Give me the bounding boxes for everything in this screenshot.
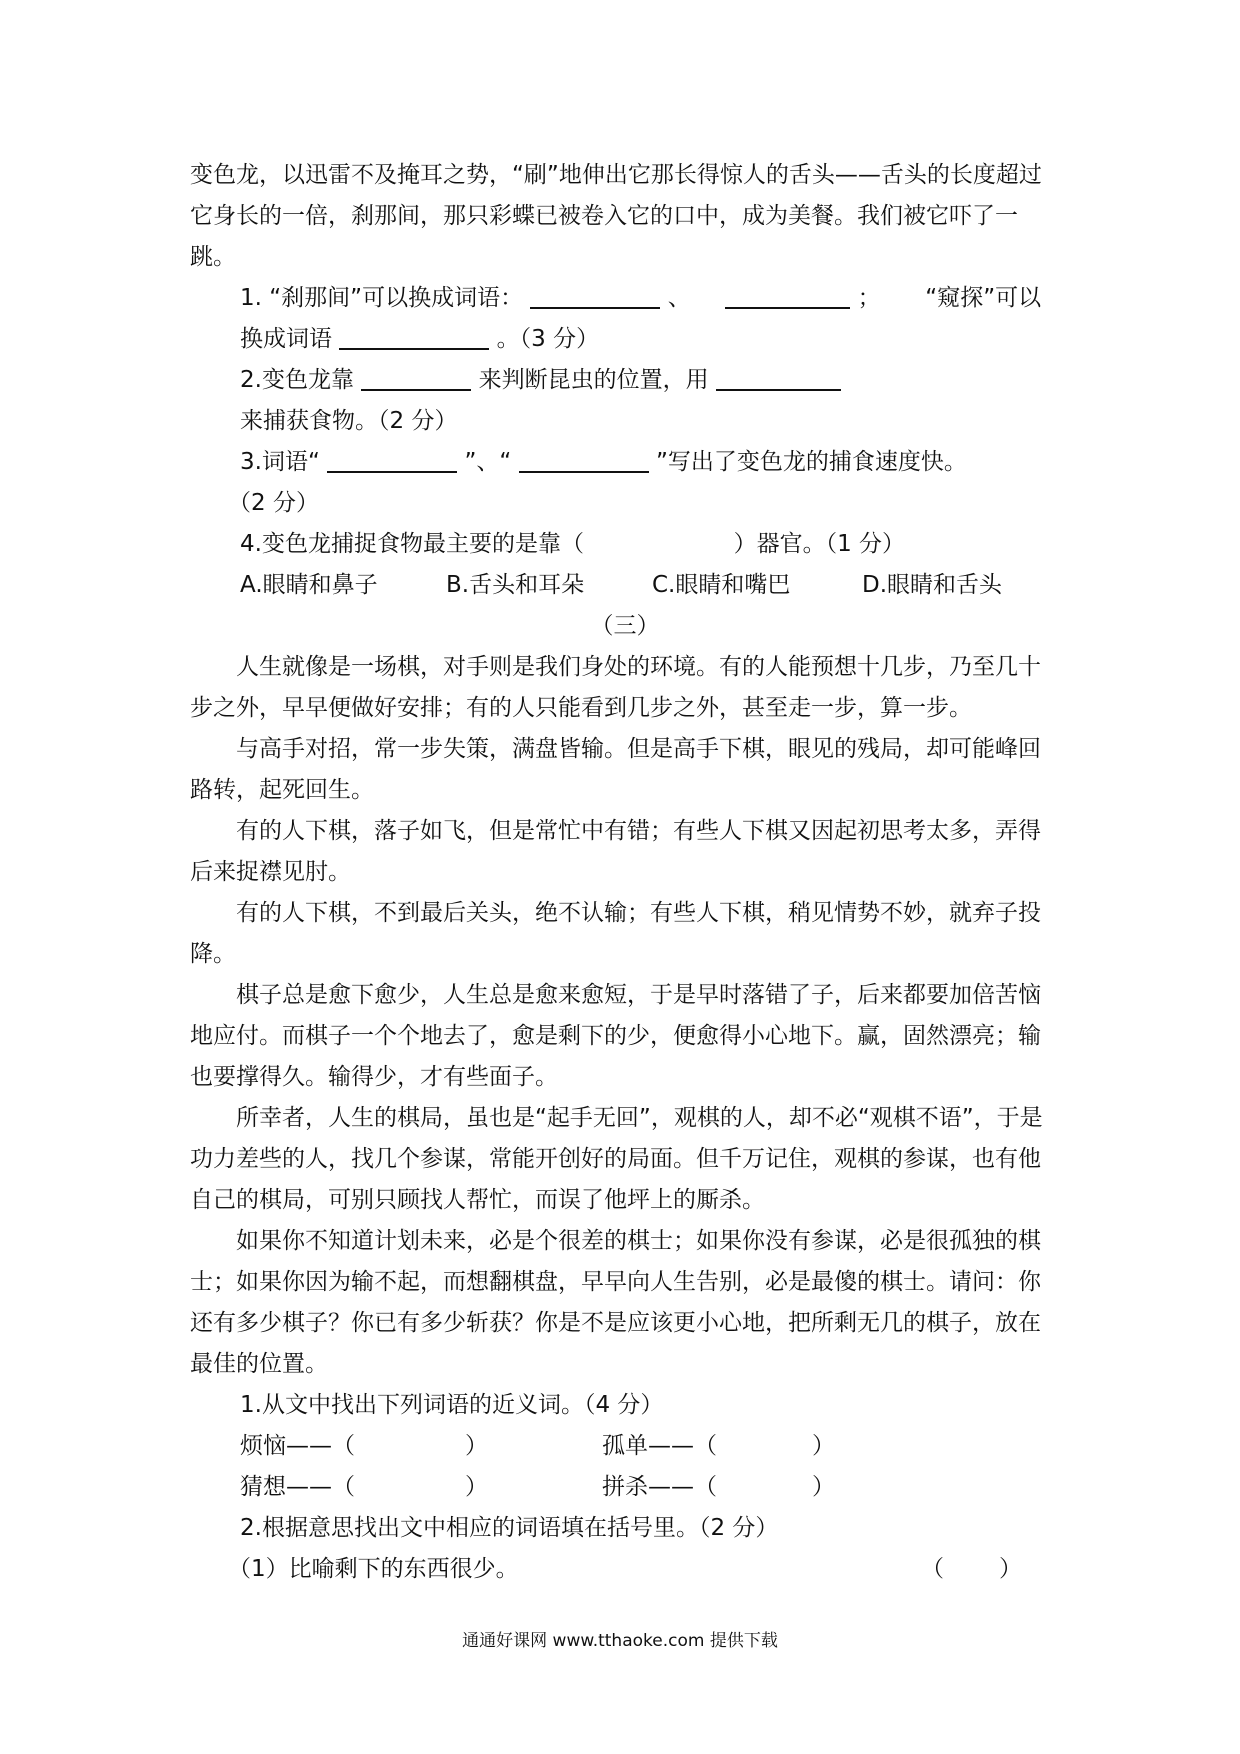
question-text: 4.变色龙捕捉食物最主要的是靠（ (240, 531, 584, 557)
synonym-item (240, 1467, 602, 1508)
separator: 、 (667, 285, 691, 311)
page-footer: 通通好课网 www.tthaoke.com 提供下载 (462, 1631, 778, 1651)
paren-close: ） (465, 1474, 488, 1500)
question-4 (190, 524, 1060, 565)
answer-paren[interactable] (921, 1549, 1022, 1590)
answer-blank[interactable] (519, 445, 649, 473)
question-text: ）器官。（1 分） (733, 531, 906, 557)
choice-c[interactable]: C.眼睛和嘴巴 (652, 572, 791, 598)
question-1-synonym (190, 278, 1060, 360)
synonym-row (190, 1467, 1060, 1508)
synonym-item (602, 1426, 964, 1467)
content-area (190, 155, 1060, 1590)
paren-close: ） (999, 1556, 1022, 1582)
passage-paragraph: 如果你不知道计划未来，必是个很差的棋士；如果你没有参谋，必是很孤独的棋士；如果你因为输不起，而想翻棋盘，早早向人生告别，必是最傻的棋士。请问：你还有多少棋子？你已有多少斩获？你是不是应该更小心地，把所剩无几的棋子，放在最佳的位置。 (190, 1228, 1041, 1377)
passage-paragraph: 人生就像是一场棋，对手则是我们身处的环境。有的人能预想十几步，乃至几十步之外，早早便做好安排；有的人只能看到几步之外，甚至走一步，算一步。 (190, 654, 1041, 721)
synonym-word: 孤单——（ (602, 1433, 717, 1459)
passage-paragraph: 棋子总是愈下愈少，人生总是愈来愈短，于是早时落错了子，后来都要加倍苦恼地应付。而棋子一个个地去了，愈是剩下的少，便愈得小心地下。赢，固然漂亮；输也要撑得久。输得少，才有些面子。 (190, 982, 1041, 1090)
choice-a[interactable]: A.眼睛和鼻子 (240, 572, 378, 598)
question-text: 来捕获食物。（2 分） (240, 408, 458, 434)
question-text: “窥探”可以换成词语 (240, 285, 1042, 352)
paren-open: （ (921, 1556, 944, 1582)
choice-options (190, 565, 1060, 606)
answer-blank[interactable] (327, 445, 457, 473)
question-text: 2.变色龙靠 (240, 367, 354, 393)
question-text: 3.词语“ (240, 449, 320, 475)
question-title: 1.从文中找出下列词语的近义词。（4 分） (240, 1392, 664, 1418)
passage-paragraph: 有的人下棋，不到最后关头，绝不认输；有些人下棋，稍见情势不妙，就弃子投降。 (190, 900, 1041, 967)
question-text: ”写出了变色龙的捕食速度快。 (655, 449, 967, 475)
answer-blank[interactable] (725, 281, 850, 309)
section-heading: （三） (590, 613, 660, 639)
question-3 (190, 442, 1060, 483)
synonym-item (240, 1426, 602, 1467)
paren-close: ） (812, 1433, 835, 1459)
synonym-word: 猜想——（ (240, 1474, 355, 1500)
question-text: （1）比喻剩下的东西很少。 (228, 1556, 519, 1582)
question-text: ”、“ (464, 449, 512, 475)
question-title: 2.根据意思找出文中相应的词语填在括号里。（2 分） (240, 1515, 779, 1541)
synonym-item (602, 1467, 964, 1508)
choice-d[interactable]: D.眼睛和舌头 (862, 572, 1003, 598)
passage-paragraph: 与高手对招，常一步失策，满盘皆输。但是高手下棋，眼见的残局，却可能峰回路转，起死回生。 (190, 736, 1041, 803)
synonym-word: 烦恼——（ (240, 1433, 355, 1459)
paren-close: ） (465, 1433, 488, 1459)
question-score: 。（3 分） (496, 326, 600, 352)
question-item (190, 1549, 1060, 1590)
answer-blank[interactable] (339, 322, 489, 350)
choice-b[interactable]: B.舌头和耳朵 (446, 572, 585, 598)
question-score: （2 分） (228, 490, 319, 516)
answer-blank[interactable] (530, 281, 660, 309)
synonym-word: 拼杀——（ (602, 1474, 717, 1500)
passage-paragraph: 有的人下棋，落子如飞，但是常忙中有错；有些人下棋又因起初思考太多，弄得后来捉襟见肘。 (190, 818, 1041, 885)
question-text: 1. “刹那间”可以换成词语： (240, 285, 524, 311)
separator: ； (857, 285, 881, 311)
synonym-row (190, 1426, 1060, 1467)
answer-blank[interactable] (716, 363, 841, 391)
passage-paragraph: 变色龙，以迅雷不及掩耳之势，“刷”地伸出它那长得惊人的舌头——舌头的长度超过它身长的一倍，刹那间，那只彩蝶已被卷入它的口中，成为美餐。我们被它吓了一跳。 (190, 162, 1042, 270)
question-text: 来判断昆虫的位置，用 (478, 367, 709, 393)
answer-blank[interactable] (361, 363, 471, 391)
paren-close: ） (812, 1474, 835, 1500)
question-2 (190, 360, 1060, 442)
passage-paragraph: 所幸者，人生的棋局，虽也是“起手无回”，观棋的人，却不必“观棋不语”，于是功力差些的人，找几个参谋，常能开创好的局面。但千万记住，观棋的参谋，也有他自己的棋局，可别只顾找人帮忙，而误了他坪上的厮杀。 (190, 1105, 1043, 1213)
